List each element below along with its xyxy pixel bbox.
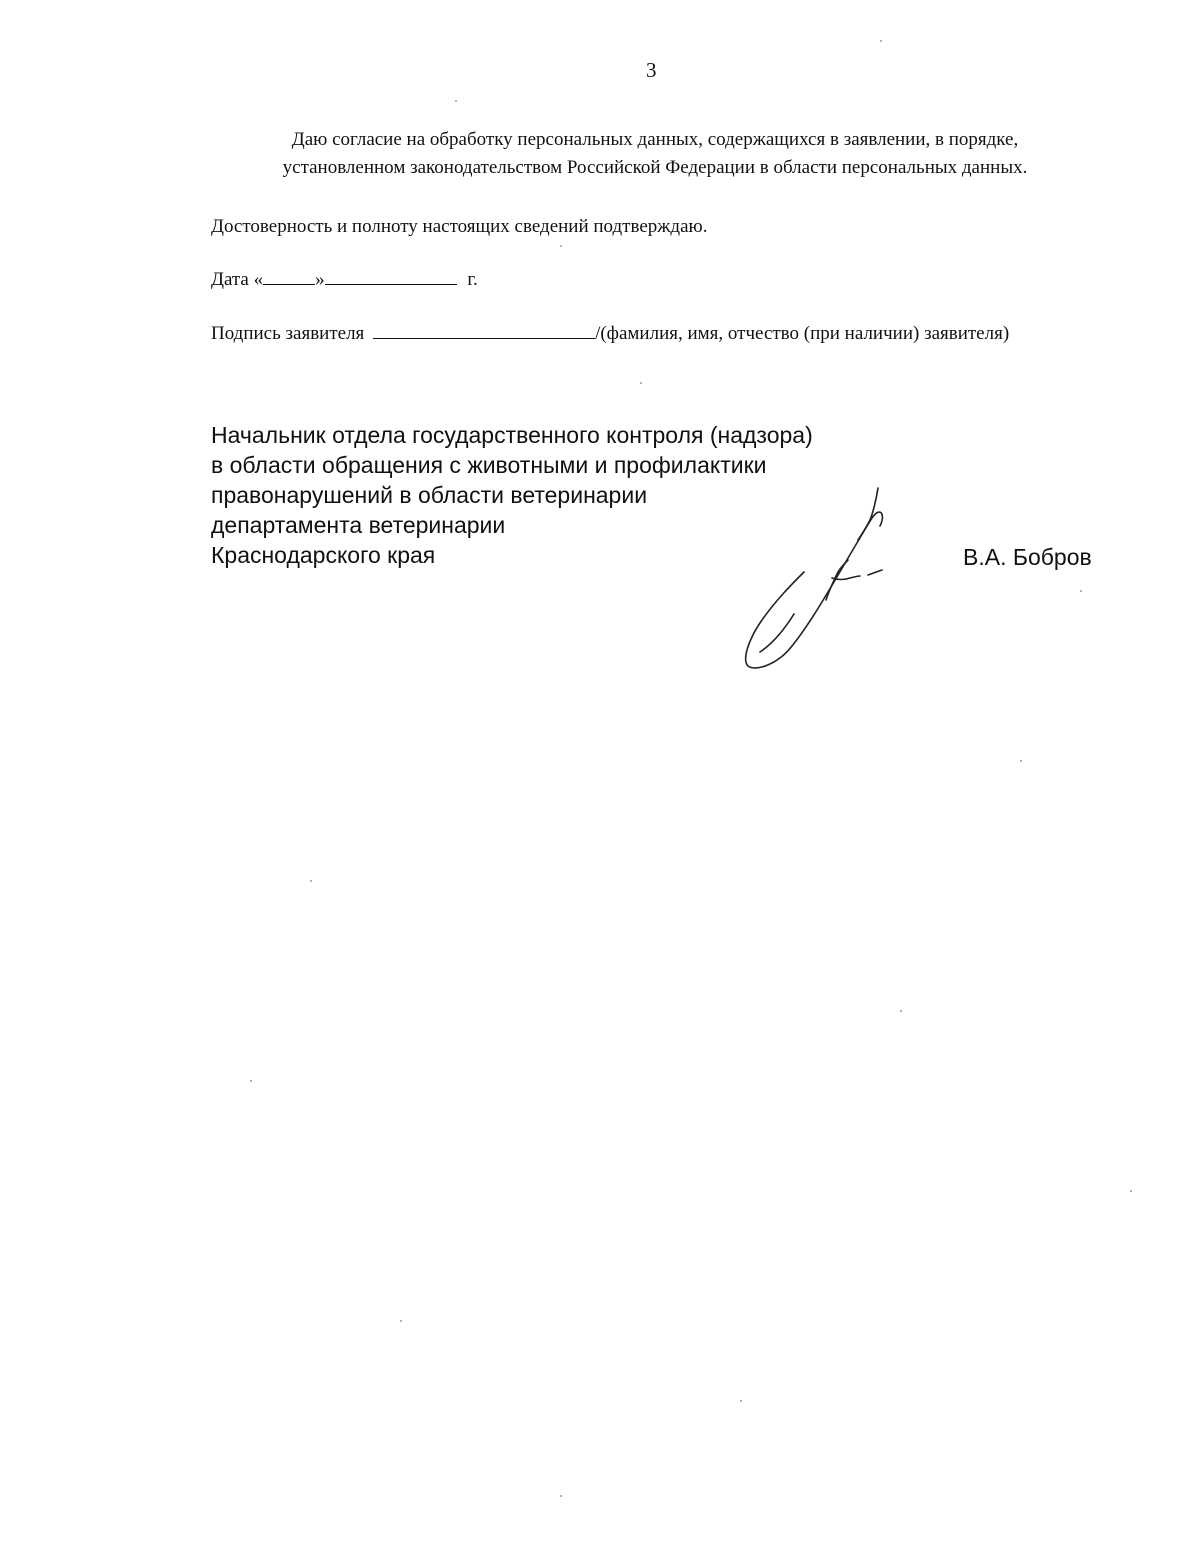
day-blank-line bbox=[263, 266, 315, 285]
position-line-1: Начальник отдела государственного контроля (надзора) bbox=[211, 422, 813, 448]
signatory-position bbox=[211, 420, 813, 570]
applicant-signature-field bbox=[211, 320, 1101, 345]
scan-speck bbox=[250, 1080, 252, 1082]
handwritten-signature bbox=[730, 480, 920, 680]
scan-speck bbox=[560, 245, 562, 247]
date-label: Дата bbox=[211, 269, 249, 290]
month-year-blank-line bbox=[325, 266, 457, 285]
scan-speck bbox=[1020, 760, 1022, 762]
scan-speck bbox=[640, 382, 642, 384]
confirmation-statement: Достоверность и полноту настоящих сведений подтверждаю. bbox=[211, 216, 708, 237]
scan-speck bbox=[1130, 1190, 1132, 1192]
consent-paragraph bbox=[210, 126, 1100, 182]
position-line-3: правонарушений в области ветеринарии bbox=[211, 482, 648, 508]
signature-caption: /(фамилия, имя, отчество (при наличии) заявителя) bbox=[595, 323, 1010, 344]
scan-speck bbox=[900, 1010, 902, 1012]
page-number: 3 bbox=[646, 58, 657, 82]
scan-speck bbox=[560, 1495, 562, 1497]
year-suffix: г. bbox=[467, 269, 478, 290]
scan-speck bbox=[455, 100, 457, 102]
position-line-2: в области обращения с животными и профилактики bbox=[211, 452, 767, 478]
consent-line-1: Даю согласие на обработку персональных данных, содержащихся в заявлении, в порядке, bbox=[291, 129, 1019, 150]
date-open-quote: « bbox=[253, 269, 264, 290]
signature-label: Подпись заявителя bbox=[211, 323, 365, 344]
signatory-name: В.А. Бобров bbox=[963, 544, 1092, 570]
date-field bbox=[211, 266, 478, 291]
scan-speck bbox=[310, 880, 312, 882]
date-close-quote: » bbox=[315, 269, 325, 290]
scan-speck bbox=[740, 1400, 742, 1402]
consent-line-2: установленном законодательством Российской Федерации в области персональных данных. bbox=[282, 157, 1028, 178]
position-line-5: Краснодарского края bbox=[211, 542, 436, 568]
signature-blank-line bbox=[373, 320, 595, 339]
scan-speck bbox=[1080, 590, 1082, 592]
scan-speck bbox=[880, 40, 882, 42]
position-line-4: департамента ветеринарии bbox=[211, 512, 506, 538]
scan-speck bbox=[400, 1320, 402, 1322]
